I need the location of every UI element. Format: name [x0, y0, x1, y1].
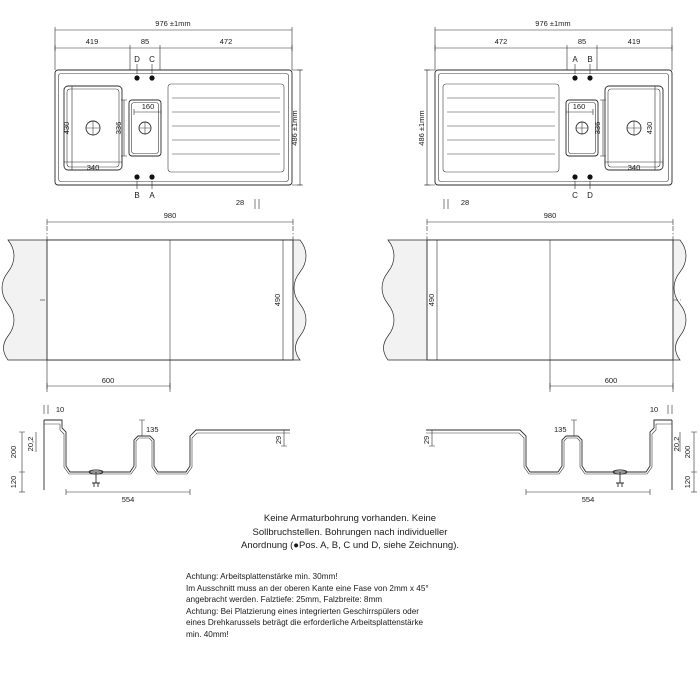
note-main	[185, 512, 515, 553]
dim-85-left: 85	[140, 37, 150, 46]
dim-430-left: 430	[62, 121, 71, 135]
dim-336-left: 336	[114, 121, 123, 135]
dim-554-right: 554	[581, 495, 595, 504]
hole-label-C-left: C	[149, 55, 155, 64]
hole-label-A-left: A	[149, 191, 155, 200]
dim-200-right: 200	[683, 445, 692, 459]
dim-490-left: 490	[273, 293, 282, 307]
dim-10-left: 10	[55, 405, 65, 414]
dim-overall-width-left: 976 ±1mm	[155, 19, 191, 28]
dim-overall-width-right: 976 ±1mm	[535, 19, 571, 28]
note-main-line2: Sollbruchstellen. Bohrungen nach individueller	[252, 526, 448, 538]
dim-554-left: 554	[121, 495, 135, 504]
dim-20-right: 20,2	[672, 436, 681, 452]
note-small	[186, 571, 546, 641]
view-cutout-right	[382, 211, 686, 392]
dim-120-right: 120	[683, 475, 692, 489]
dim-472-left: 472	[219, 37, 233, 46]
dim-419-right: 419	[627, 37, 641, 46]
dim-980-right: 980	[543, 211, 557, 220]
view-cutout-left	[2, 211, 306, 392]
dim-overall-depth-right: 486 ±1mm	[417, 110, 426, 146]
dim-336-right: 336	[593, 121, 602, 135]
view-section-left	[9, 405, 290, 504]
note-small-line4: Achtung: Bei Platzierung eines integrierten Geschirrspülers oder	[186, 606, 420, 616]
dim-135-right: 135	[554, 425, 567, 434]
hole-label-A-right: A	[572, 55, 578, 64]
dim-28-left: 28	[235, 198, 245, 207]
dim-160-right: 160	[572, 102, 586, 111]
dim-490-right: 490	[427, 293, 436, 307]
dim-600-right: 600	[604, 376, 618, 385]
dim-430-right: 430	[645, 121, 654, 135]
note-main-line3: Anordnung (●Pos. A, B, C und D, siehe Zeichnung).	[240, 540, 460, 551]
dim-135-left: 135	[146, 425, 159, 434]
dim-160-left: 160	[141, 102, 155, 111]
dim-20-left: 20,2	[26, 436, 35, 452]
view-top-right	[417, 19, 672, 209]
note-small-line1: Achtung: Arbeitsplattenstärke min. 30mm!	[186, 572, 338, 581]
note-small-line5: eines Drehkarussels beträgt die erforderliche Arbeitsplattenstärke	[186, 618, 424, 628]
dim-29-right: 29	[422, 435, 431, 445]
view-section-right	[422, 405, 697, 504]
dim-29-left: 29	[274, 435, 283, 445]
dim-980-left: 980	[163, 211, 177, 220]
dim-overall-depth-left: 486 ±1mm	[290, 110, 299, 146]
dim-419-left: 419	[85, 37, 99, 46]
dim-600-left: 600	[101, 376, 115, 385]
dim-10-right: 10	[649, 405, 659, 414]
dim-120-left: 120	[9, 475, 18, 489]
hole-label-B-left: B	[134, 191, 140, 200]
dim-28-right: 28	[460, 198, 470, 207]
note-small-line2: Im Ausschnitt muss an der oberen Kante eine Fase von 2mm x 45°	[186, 583, 429, 593]
note-small-line3: angebracht werden. Falztiefe: 25mm, Falzbreite: 8mm	[186, 595, 383, 605]
dim-472-right: 472	[494, 37, 508, 46]
dim-340-left: 340	[86, 163, 100, 172]
hole-label-D-right: D	[587, 191, 593, 200]
dim-340-right: 340	[627, 163, 641, 172]
view-top-left	[55, 19, 303, 209]
dim-200-left: 200	[9, 445, 18, 459]
dim-85-right: 85	[577, 37, 587, 46]
hole-label-C-right: C	[572, 191, 578, 200]
note-main-line1: Keine Armaturbohrung vorhanden. Keine	[263, 513, 437, 524]
note-small-line6: min. 40mm!	[186, 629, 229, 639]
hole-label-B-right: B	[587, 55, 593, 64]
hole-label-D-left: D	[134, 55, 140, 64]
